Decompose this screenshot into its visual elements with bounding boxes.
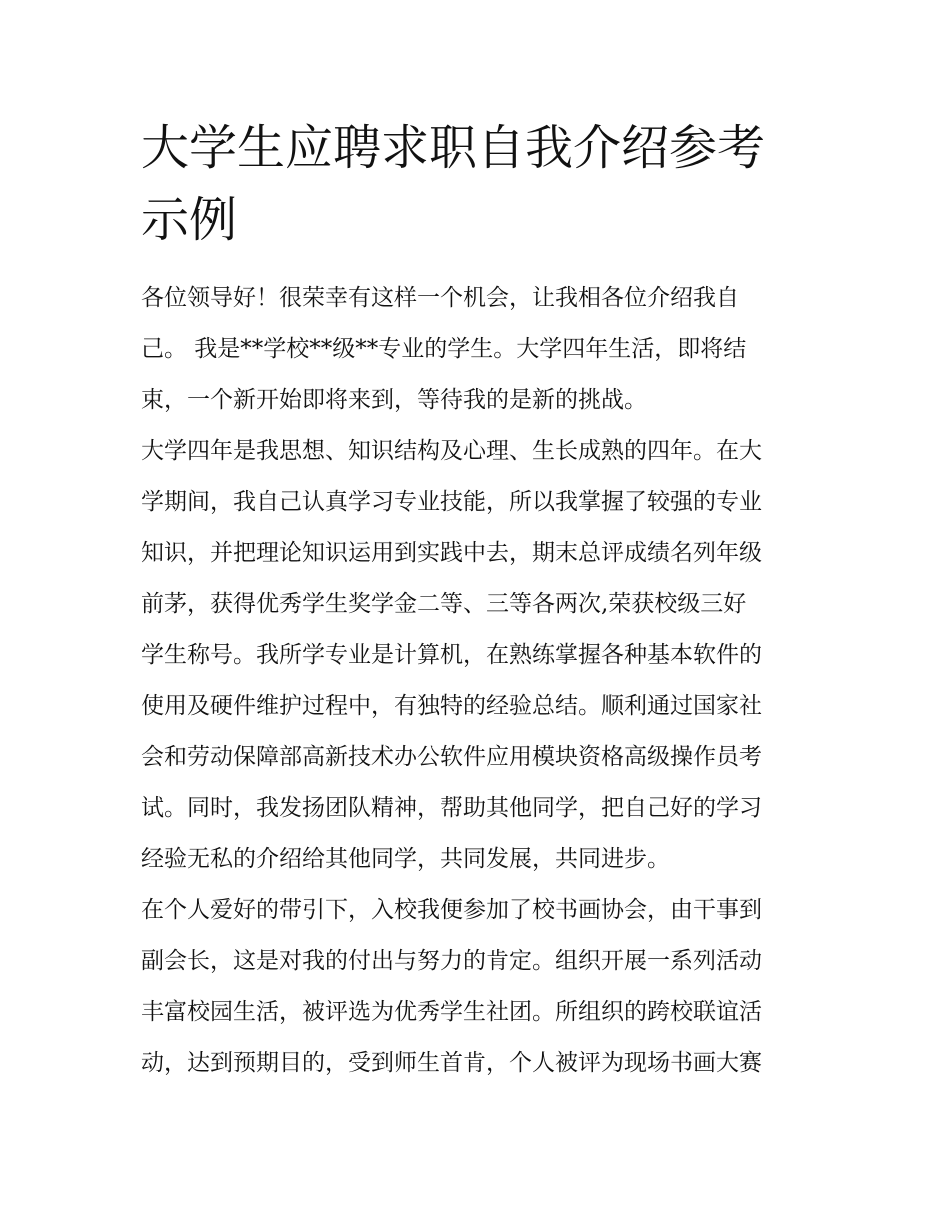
paragraph-line: 丰富校园生活，被评选为优秀学生社团。所组织的跨校联谊活 — [141, 999, 762, 1025]
paragraph-line: 束，一个新开始即将来到，等待我的是新的挑战。 — [141, 387, 647, 413]
paragraph-line: 己。 我是**学校**级**专业的学生。大学四年生活，即将结 — [141, 336, 747, 362]
paragraph-line: 试。同时，我发扬团队精神，帮助其他同学，把自己好的学习 — [141, 795, 762, 821]
paragraph-line: 经验无私的介绍给其他同学，共同发展，共同进步。 — [141, 846, 670, 872]
paragraph-line: 动，达到预期目的，受到师生首肯，个人被评为现场书画大赛 — [141, 1050, 762, 1076]
paragraph-line: 前茅，获得优秀学生奖学金二等、三等各两次,荣获校级三好 — [141, 591, 747, 617]
paragraph-line: 在个人爱好的带引下，入校我便参加了校书画协会，由干事到 — [141, 897, 762, 923]
paragraph-line: 使用及硬件维护过程中，有独特的经验总结。顺利通过国家社 — [141, 693, 762, 719]
paragraph-greeting — [141, 273, 813, 426]
title-line: 示例 — [141, 192, 238, 248]
paragraph-university-years — [141, 426, 813, 885]
document-body — [141, 273, 813, 1089]
paragraph-line: 各位领导好！很荣幸有这样一个机会，让我相各位介绍我自 — [141, 285, 739, 311]
paragraph-line: 大学四年是我思想、知识结构及心理、生长成熟的四年。在大 — [141, 438, 762, 464]
paragraph-line: 副会长，这是对我的付出与努力的肯定。组织开展一系列活动 — [141, 948, 762, 974]
paragraph-line: 知识，并把理论知识运用到实践中去，期末总评成绩名列年级 — [141, 540, 762, 566]
paragraph-line: 学期间，我自己认真学习专业技能，所以我掌握了较强的专业 — [141, 489, 762, 515]
paragraph-hobbies — [141, 885, 813, 1089]
paragraph-line: 会和劳动保障部高新技术办公软件应用模块资格高级操作员考 — [141, 744, 762, 770]
paragraph-line: 学生称号。我所学专业是计算机，在熟练掌握各种基本软件的 — [141, 642, 762, 668]
title-line: 大学生应聘求职自我介绍参考 — [141, 120, 766, 176]
document-content — [141, 112, 813, 1089]
document-title — [141, 112, 813, 256]
